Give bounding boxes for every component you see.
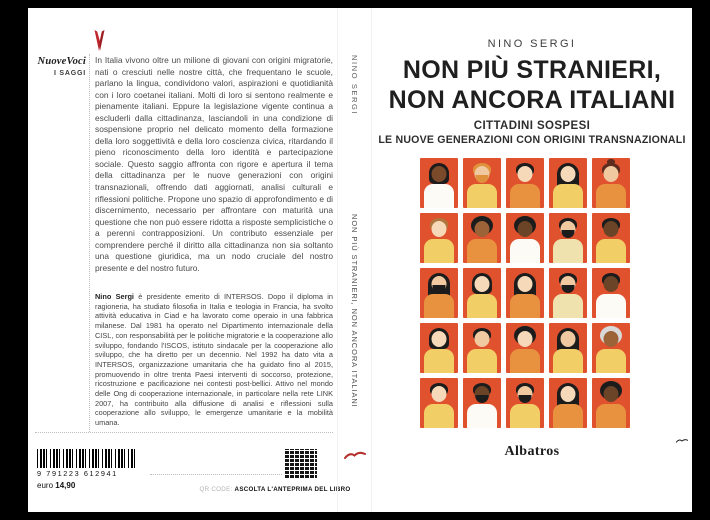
person-tile <box>549 268 587 318</box>
person-beard <box>476 175 489 183</box>
price-value: 14,90 <box>55 481 76 490</box>
publisher-wordmark: Albatros <box>504 444 560 459</box>
person-head <box>518 331 533 347</box>
person-tile <box>549 213 587 263</box>
person-tile <box>592 213 630 263</box>
person-torso <box>424 404 454 428</box>
person-head <box>604 166 619 182</box>
front-title <box>372 55 692 115</box>
person-head <box>432 386 447 402</box>
person-head <box>475 331 490 347</box>
dotted-divider-footer <box>150 474 282 475</box>
front-author: NINO SERGI <box>487 38 577 50</box>
person-tile <box>420 213 458 263</box>
imprint-block <box>28 56 86 77</box>
person-tile <box>420 158 458 208</box>
person-tile <box>463 378 501 428</box>
price-label: euro <box>37 481 54 490</box>
qr-caption-text: ASCOLTA L'ANTEPRIMA DEL LIBRO <box>234 486 351 493</box>
person-torso <box>424 349 454 373</box>
person-tile <box>420 268 458 318</box>
person-torso <box>467 184 497 208</box>
person-tile <box>592 158 630 208</box>
person-head <box>432 221 447 237</box>
person-tile <box>592 268 630 318</box>
person-head <box>604 276 619 292</box>
person-beard <box>519 395 532 403</box>
front-subtitle-line1: CITTADINI SOSPESI <box>473 120 591 132</box>
barcode-icon <box>37 449 135 468</box>
person-tile <box>592 378 630 428</box>
person-tile <box>506 378 544 428</box>
person-torso <box>596 239 626 263</box>
person-torso <box>553 294 583 318</box>
person-torso <box>596 404 626 428</box>
person-torso <box>596 294 626 318</box>
person-head <box>604 331 619 347</box>
person-torso <box>510 239 540 263</box>
spine-title: NON PIÙ STRANIERI, NON ANCORA ITALIANI <box>350 214 359 408</box>
author-bio-name: Nino Sergi <box>95 292 134 301</box>
person-torso <box>467 349 497 373</box>
nuovevoci-bird-icon <box>344 448 366 466</box>
spine <box>337 8 372 512</box>
person-tile <box>592 323 630 373</box>
back-blurb-text: In Italia vivono oltre un milione di giovani con origini migratorie, nati o cresciuti nelle nostre città, che frequentano le scuole, parlano la lingua, condividono valori, aspirazioni e quotidianità con i loro coetanei italiani. Molti di loro si sentono realmente e pienamente italiani. Eppure la legislazione vigente continua a escluderli dalla cittadinanza, lasciandoli in una condizione di sospensione proprio nel delicato momento della formazione della loro soggettività e della loro coscienza civica, ritardando il pieno riconoscimento della loro identità e partecipazione sociale. Questo saggio affronta con rigore e apertura il tema della cittadinanza per le nuove generazioni con origini transnazionali, offrendo dati aggiornati, analisi culturali e riflessioni politiche. Propone uno spazio di approfondimento e di discernimento, necessario per affrontare con maturità una questione che non può essere ridotta a risposte semplicistiche o a perenni contrapposizioni. Un contributo essenziale per comprendere perché il diritto alla cittadinanza non sia soltanto una questione giuridica, ma un nodo cruciale del nostro presente e del nostro futuro. <box>95 55 333 273</box>
barcode-number: 9 791223 612941 <box>37 469 118 478</box>
person-tile <box>506 323 544 373</box>
person-torso <box>510 404 540 428</box>
spine-author: NINO SERGI <box>350 55 359 116</box>
person-torso <box>596 349 626 373</box>
people-grid <box>420 158 630 428</box>
person-torso <box>510 294 540 318</box>
person-head <box>604 386 619 402</box>
person-tile <box>463 158 501 208</box>
person-head <box>432 331 447 347</box>
person-head <box>604 221 619 237</box>
barcode-block <box>37 449 147 490</box>
person-tile <box>506 268 544 318</box>
nuovevoci-mark-icon <box>92 30 107 53</box>
person-head <box>475 276 490 292</box>
front-title-line1: NON PIÙ STRANIERI, <box>402 56 662 84</box>
person-tile <box>420 323 458 373</box>
publisher-logo <box>372 442 692 460</box>
front-title-line2: NON ANCORA ITALIANI <box>388 86 676 114</box>
person-torso <box>596 184 626 208</box>
person-torso <box>553 404 583 428</box>
person-head <box>475 221 490 237</box>
back-cover <box>28 8 351 512</box>
author-bio-body: è presidente emerito di INTERSOS. Dopo il diploma in ragioneria, ha studiato filosofia in Italia e teologia in Francia, ha svolto attività educativa in Ciad e ha lavorato come operaio in una fabbrica milanese. Dal 1981 ha operato nel Dipartimento internazionale della CISL, con responsabilità per le politiche migratorie e la cooperazione allo sviluppo, fondando l'ISCOS, istituto sindacale per la cooperazione allo sviluppo, che ha diretto per un decennio. Nel 1992 ha dato vita a INTERSOS, organizzazione umanitaria che ha guidato fino al 2015, promuovendo in oltre trenta Paesi interventi di soccorso, protezione, ricostruzione e pacificazione nei contesti post-bellici. Attivo nel mondo delle Ong di cooperazione internazionale, in particolare nella rete LINK 2007, ha contribuito alla diffusione di analisi e riflessioni sulla cooperazione allo sviluppo, le emergenze umanitarie e la mobilità umana. <box>95 292 333 428</box>
price <box>37 481 147 490</box>
person-torso <box>467 294 497 318</box>
imprint-name: NuoveVoci <box>37 56 86 67</box>
person-head <box>561 331 576 347</box>
person-torso <box>553 239 583 263</box>
front-subtitle-line2: LE NUOVE GENERAZIONI CON ORIGINI TRANSNAZIONALI <box>378 134 686 146</box>
person-torso <box>510 184 540 208</box>
person-head <box>561 386 576 402</box>
person-head <box>518 276 533 292</box>
person-beard <box>476 395 489 403</box>
person-tile <box>463 268 501 318</box>
cover-spread-page <box>28 8 692 512</box>
person-tile <box>549 158 587 208</box>
person-head <box>518 166 533 182</box>
person-torso <box>553 349 583 373</box>
person-torso <box>510 349 540 373</box>
person-beard <box>562 230 575 238</box>
person-tile <box>463 213 501 263</box>
person-tile <box>506 158 544 208</box>
person-head <box>432 166 447 182</box>
person-torso <box>424 294 454 318</box>
dotted-divider-horizontal <box>35 432 333 433</box>
person-head <box>561 166 576 182</box>
person-torso <box>424 184 454 208</box>
qr-caption-label: QR CODE: <box>199 486 233 493</box>
imprint-series: I SAGGI <box>53 70 86 77</box>
person-beard <box>562 285 575 293</box>
person-head <box>518 221 533 237</box>
person-tile <box>463 323 501 373</box>
person-torso <box>424 239 454 263</box>
person-tile <box>549 378 587 428</box>
person-torso <box>467 404 497 428</box>
qr-code-icon <box>285 449 317 478</box>
person-tile <box>506 213 544 263</box>
publisher-bird-icon <box>676 438 688 444</box>
front-cover <box>372 8 692 512</box>
dotted-divider-vertical <box>89 54 90 432</box>
person-torso <box>553 184 583 208</box>
person-torso <box>467 239 497 263</box>
person-tile <box>549 323 587 373</box>
author-bio-text <box>95 292 333 428</box>
person-bun <box>607 159 615 165</box>
person-tile <box>420 378 458 428</box>
